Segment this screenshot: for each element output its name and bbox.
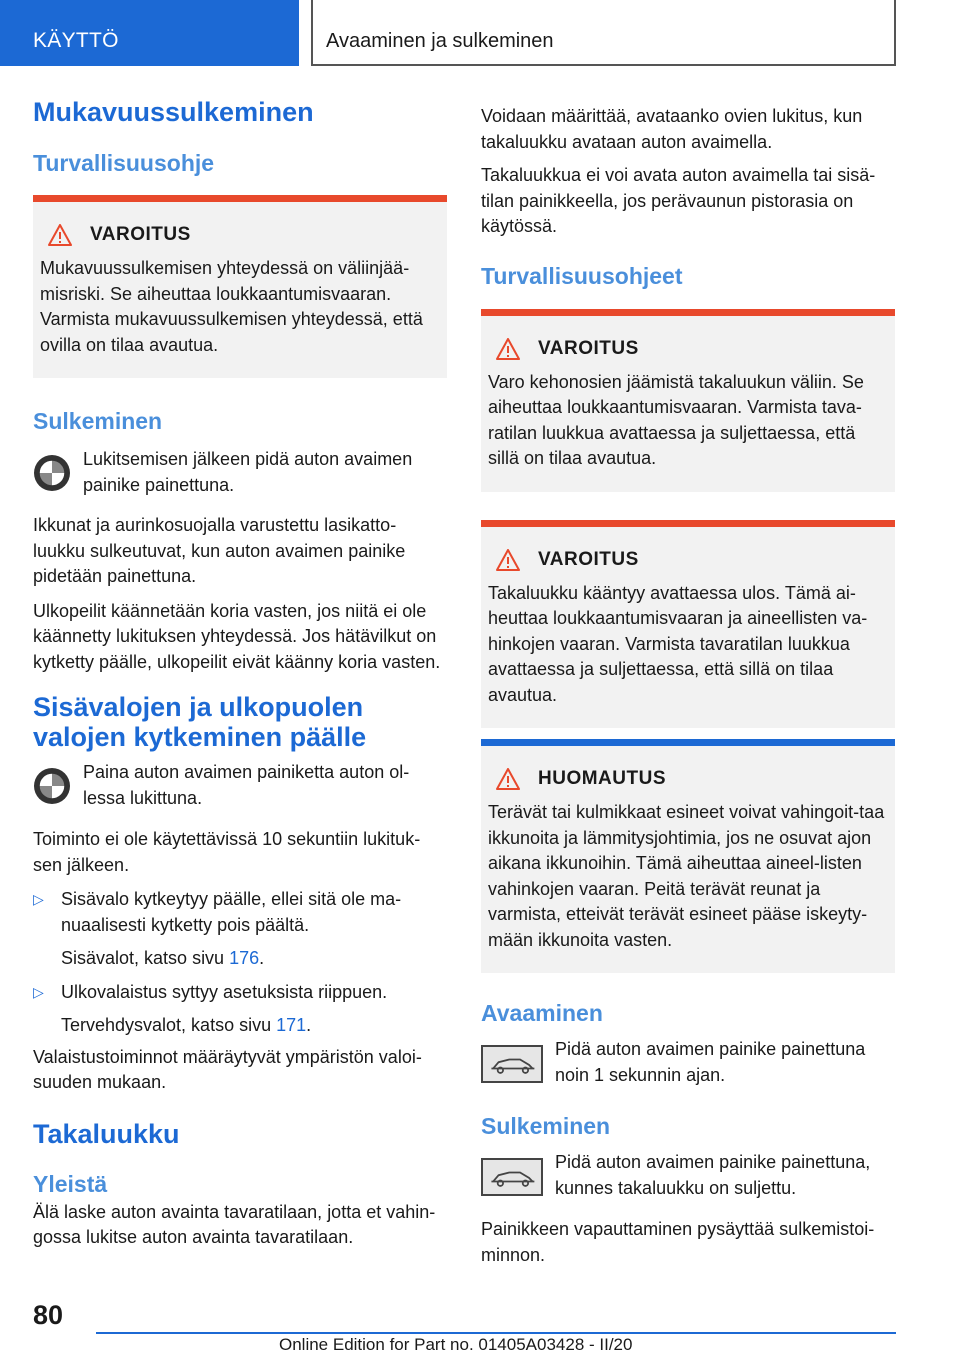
- list-item: [33, 887, 447, 972]
- warning-box: [481, 520, 895, 729]
- warning-text: Varo kehonosien jäämistä takaluukun väliin. Se aiheuttaa loukkaantumisvaaran. Varmista tava-ratilan luukkua avattaessa ja suljettaessa, että sillä on tilaa avautua.: [488, 371, 864, 468]
- notice-label: HUOMAUTUS: [538, 768, 666, 789]
- trunk-button-icon: [481, 1158, 543, 1196]
- bullet-triangle-icon: ▷: [33, 891, 44, 907]
- list-item: [33, 980, 447, 1039]
- paragraph: Toiminto ei ole käytettävissä 10 sekuntiin lukituk-sen jälkeen.: [33, 829, 421, 875]
- heading-closing: Sulkeminen: [33, 408, 163, 434]
- warning-label: VAROITUS: [538, 337, 639, 359]
- bullet-triangle-icon: ▷: [33, 983, 44, 1000]
- car-key-icon: [33, 767, 71, 805]
- warning-text: Takaluukku kääntyy avattaessa ulos. Tämä ai-heuttaa loukkaantumisvaaran ja aineellisten va-hinkojen vaaran. Varmista tavaratilan luukkua avattaessa ja suljettaessa, että sillä on tilaa avautua.: [488, 582, 868, 705]
- page-link[interactable]: 176: [229, 948, 260, 968]
- heading-general: Yleistä: [33, 1170, 108, 1197]
- warning-triangle-icon: [496, 549, 520, 571]
- warning-label: VAROITUS: [538, 548, 639, 570]
- key-instruction: [33, 447, 447, 498]
- trunk-instruction-text: Pidä auton avaimen painike painettuna noin 1 sekunnin ajan.: [555, 1039, 866, 1085]
- key-instruction-text: Paina auton avaimen painiketta auton ol-lessa lukittuna.: [83, 762, 410, 808]
- warning-label: VAROITUS: [90, 224, 191, 245]
- car-key-icon: [33, 454, 71, 492]
- paragraph: Ulkopeilit käännetään koria vasten, jos niitä ei ole käännetty lukituksen yhteydessä. Jos hätävilkut on kytketty päälle, ulkopeilit eivät käänny koria vasten.: [33, 600, 441, 672]
- chapter-title: Avaaminen ja sulkeminen: [311, 0, 896, 66]
- warning-header: [48, 224, 439, 246]
- notice-box: [481, 739, 895, 973]
- cross-reference: Sisävalot, katso sivu 176.: [61, 948, 265, 968]
- heading-comfort-closing: Mukavuussulkeminen: [33, 97, 314, 127]
- warning-box: [481, 309, 895, 492]
- heading-closing: Sulkeminen: [481, 1113, 611, 1139]
- right-column: [481, 104, 895, 1268]
- warning-box: [33, 195, 447, 378]
- paragraph: Valaistustoiminnot määräytyvät ympäristön valoi-suuden mukaan.: [33, 1046, 422, 1092]
- page-number: 80: [33, 1300, 64, 1330]
- warning-triangle-icon: [496, 338, 520, 360]
- trunk-instruction: [481, 1037, 895, 1088]
- paragraph: Älä laske auton avainta tavaratilaan, jotta et vahin-gossa lukitse auton avainta tavaratilaan.: [33, 1201, 436, 1247]
- warning-triangle-icon: [48, 224, 72, 246]
- paragraph: Voidaan määrittää, avataanko ovien lukitus, kun takaluukku avataan auton avaimella.: [481, 106, 863, 152]
- heading-lights: Sisävalojen ja ulkopuolen valojen kytkeminen päälle: [33, 692, 367, 752]
- trunk-button-icon: [481, 1045, 543, 1083]
- page-header: [0, 0, 960, 66]
- notice-header: [496, 768, 887, 790]
- list-item-text: Sisävalo kytkeytyy päälle, ellei sitä ole ma-nuaalisesti kytketty pois päältä.: [61, 889, 402, 935]
- warning-text: Mukavuussulkemisen yhteydessä on väliinjää-misriski. Se aiheuttaa loukkaantumisvaaran. Varmista mukavuussulkemisen yhteydessä, että ovilla on tilaa avautua.: [40, 258, 423, 355]
- heading-trunk: Takaluukku: [33, 1118, 180, 1149]
- list-item-text: Ulkovalaistus syttyy asetuksista riippuen.: [61, 981, 388, 1002]
- trunk-instruction-text: Pidä auton avaimen painike painettuna, kunnes takaluukku on suljettu.: [555, 1152, 871, 1198]
- left-column: [33, 96, 447, 1251]
- key-instruction: [33, 760, 447, 811]
- paragraph: Takaluukkua ei voi avata auton avaimella tai sisä-tilan painikkeella, jos perävaunun pistorasia on käytössä.: [481, 165, 876, 236]
- heading-safety-note: Turvallisuusohje: [33, 150, 215, 176]
- trunk-instruction: [481, 1150, 895, 1201]
- page-link[interactable]: 171: [276, 1015, 307, 1035]
- paragraph: Painikkeen vapauttaminen pysäyttää sulkemistoi-minnon.: [481, 1219, 875, 1265]
- section-tab[interactable]: KÄYTTÖ: [0, 0, 299, 66]
- warning-triangle-icon: [496, 768, 520, 790]
- footer-edition: Online Edition for Part no. 01405A03428 - II/20: [279, 1335, 633, 1354]
- footer-divider: [96, 1332, 896, 1334]
- key-instruction-text: Lukitsemisen jälkeen pidä auton avaimen painike painettuna.: [83, 449, 413, 495]
- cross-reference: Tervehdysvalot, katso sivu 171.: [61, 1015, 312, 1035]
- notice-text: Terävät tai kulmikkaat esineet voivat vahingoit-taa ikkunoita ja lämmitysjohtimia, jos ne osuvat ajon aikana ikkunoihin. Tämä aiheuttaa aineel-listen vahinkojen vaaran. Peitä terävät reunat ja varmista, etteivät terävät esineet pääse iskeyty-mään ikkunoita vasten.: [488, 802, 885, 950]
- warning-header: [496, 338, 887, 360]
- heading-opening: Avaaminen: [481, 1000, 603, 1026]
- warning-header: [496, 549, 887, 571]
- heading-safety-notes: Turvallisuusohjeet: [481, 262, 683, 289]
- paragraph: Ikkunat ja aurinkosuojalla varustettu lasikatto-luukku sulkeutuvat, kun auton avaimen painike pidetään painettuna.: [33, 515, 406, 586]
